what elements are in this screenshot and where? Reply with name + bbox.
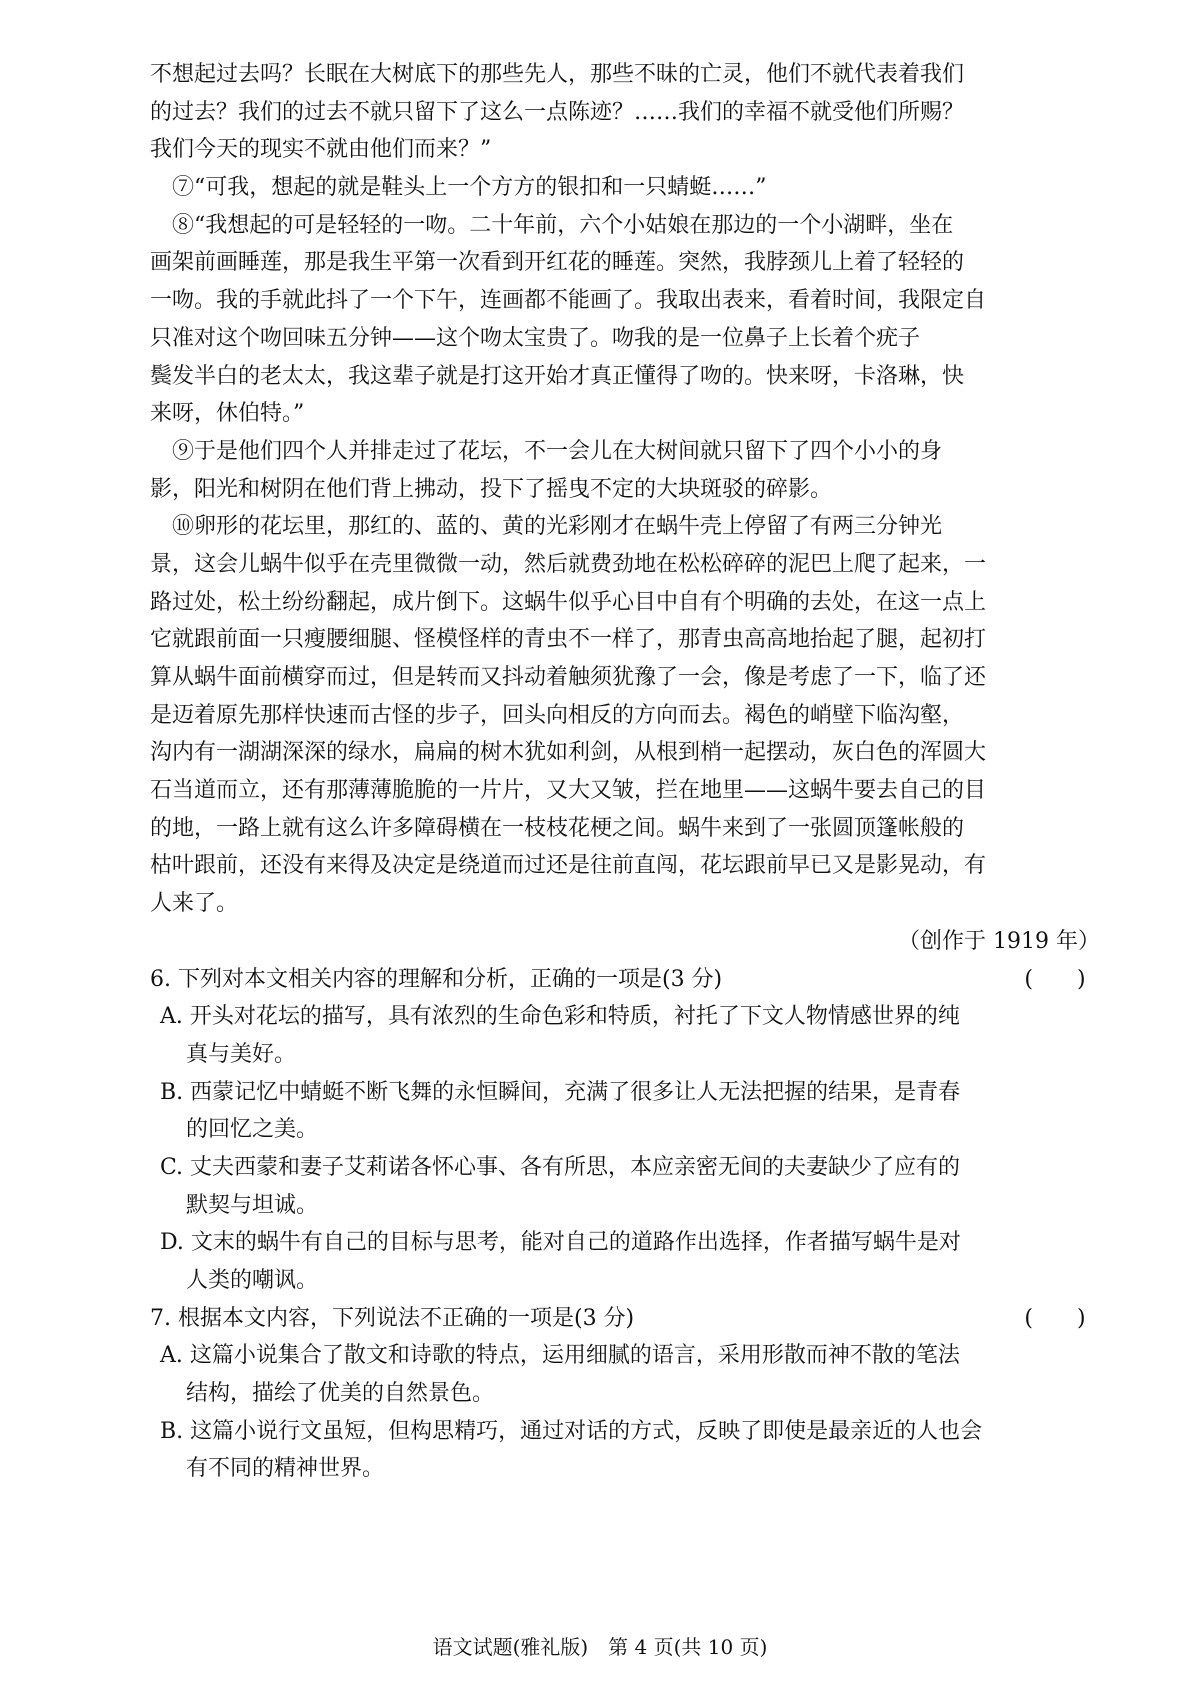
text-line: ⑩卵形的花坛里，那红的、蓝的、黄的光彩刚才在蜗牛壳上停留了有两三分钟光 — [172, 514, 943, 540]
option-d-line: D. 文末的蜗牛有自己的目标与思考，能对自己的道路作出选择，作者描写蜗牛是对 — [160, 1230, 961, 1256]
exam-page — [150, 56, 1100, 1488]
text-line: ⑦“可我，想起的就是鞋头上一个方方的银扣和一只蜻蜓……” — [172, 175, 767, 201]
page-footer: 语文试题(雅礼版) 第 4 页(共 10 页) — [432, 1635, 768, 1659]
answer-bracket: ( ) — [1024, 966, 1086, 992]
passage-paragraph-7 — [150, 169, 1100, 207]
question-stem: 6. 下列对本文相关内容的理解和分析，正确的一项是(3 分) — [150, 966, 723, 992]
text-line: 石当道而立，还有那薄薄脆脆的一片片，又大又皱，拦在地里——这蜗牛要去自己的目 — [150, 778, 987, 804]
text-line: 鬓发半白的老太太，我这辈子就是打这开始才真正懂得了吻的。快来呀，卡洛琳，快 — [150, 363, 965, 389]
text-line: 的地，一路上就有这么许多障碍横在一枝枝花梗之间。蜗牛来到了一张圆顶篷帐般的 — [150, 815, 965, 841]
passage-paragraph-6-continued — [150, 56, 1100, 169]
option-a-line: A. 开头对花坛的描写，具有浓烈的生命色彩和特质，衬托了下文人物情感世界的纯 — [160, 1004, 960, 1030]
option-b-line: B. 西蒙记忆中蜻蜓不断飞舞的永恒瞬间，充满了很多让人无法把握的结果，是青春 — [160, 1079, 961, 1105]
option-d-continued: 人类的嘲讽。 — [186, 1268, 319, 1293]
text-line: ⑨于是他们四个人并排走过了花坛，不一会儿在大树间就只留下了四个小小的身 — [172, 438, 943, 464]
question-6 — [150, 961, 1100, 1300]
text-line: 只准对这个吻回味五分钟——这个吻太宝贵了。吻我的是一位鼻子上长着个疣子 — [150, 325, 921, 351]
text-line: ⑧“我想起的可是轻轻的一吻。二十年前，六个小姑娘在那边的一个小湖畔，坐在 — [172, 212, 954, 238]
option-a-continued: 真与美好。 — [186, 1041, 297, 1067]
text-line: 不想起过去吗？长眠在大树底下的那些先人，那些不昧的亡灵，他们不就代表着我们 — [150, 62, 965, 87]
question-stem-row — [150, 961, 1100, 999]
text-line: 的过去？我们的过去不就只留下了这么一点陈迹？……我们的幸福不就受他们所赐？ — [150, 99, 965, 125]
text-line: 是迈着原先那样快速而古怪的步子，回头向相反的方向而去。褐色的峭壁下临沟壑， — [150, 702, 965, 728]
option-a-continued: 结构，描绘了优美的自然景色。 — [186, 1381, 495, 1407]
option-a-line: A. 这篇小说集合了散文和诗歌的特点，运用细腻的语言，采用形散而神不散的笔法 — [160, 1343, 960, 1369]
question-stem: 7. 根据本文内容，下列说法不正确的一项是(3 分) — [150, 1305, 635, 1331]
question-stem-row — [150, 1300, 1100, 1338]
text-line: 我们今天的现实不就由他们而来？” — [150, 137, 492, 163]
passage-paragraph-10 — [150, 508, 1100, 923]
text-line: 路过处，松土纷纷翻起，成片倒下。这蜗牛似乎心目中自有个明确的去处，在这一点上 — [150, 589, 987, 615]
option-b-continued: 的回忆之美。 — [186, 1117, 319, 1143]
text-line: 算从蜗牛面前横穿而过，但是转而又抖动着触须犹豫了一会，像是考虑了一下，临了还 — [150, 665, 987, 690]
text-line: 影，阳光和树阴在他们背上拂动，投下了摇曳不定的大块斑驳的碎影。 — [150, 476, 833, 502]
text-line: 景，这会儿蜗牛似乎在壳里微微一动，然后就费劲地在松松碎碎的泥巴上爬了起来，一 — [150, 551, 987, 577]
answer-bracket: ( ) — [1024, 1305, 1086, 1331]
text-line: 人来了。 — [150, 891, 239, 917]
creation-date-note: （创作于 1919 年） — [898, 928, 1100, 954]
text-line: 它就跟前面一只瘦腰细腿、怪模怪样的青虫不一样了，那青虫高高地抬起了腿，起初打 — [150, 627, 987, 653]
text-line: 一吻。我的手就此抖了一个下午，连画都不能画了。我取出表来，看着时间，我限定自 — [150, 288, 987, 314]
text-line: 沟内有一湖湖深深的绿水，扁扁的树木犹如利剑，从根到梢一起摆动，灰白色的浑圆大 — [150, 740, 987, 766]
text-line: 来呀，休伯特。” — [150, 401, 305, 427]
option-b-line: B. 这篇小说行文虽短，但构思精巧，通过对话的方式，反映了即使是最亲近的人也会 — [160, 1418, 983, 1444]
option-b-continued: 有不同的精神世界。 — [186, 1456, 385, 1482]
text-line: 画架前画睡莲，那是我生平第一次看到开红花的睡莲。突然，我脖颈儿上着了轻轻的 — [150, 250, 965, 276]
option-c-line: C. 丈夫西蒙和妻子艾莉诺各怀心事、各有所思，本应亲密无间的夫妻缺少了应有的 — [160, 1154, 961, 1180]
question-7 — [150, 1300, 1100, 1488]
passage-paragraph-9 — [150, 433, 1100, 508]
passage-paragraph-8 — [150, 207, 1100, 433]
option-c-continued: 默契与坦诚。 — [186, 1192, 319, 1218]
text-line: 枯叶跟前，还没有来得及决定是绕道而过还是往前直闯，花坛跟前早已又是影晃动，有 — [150, 853, 987, 879]
